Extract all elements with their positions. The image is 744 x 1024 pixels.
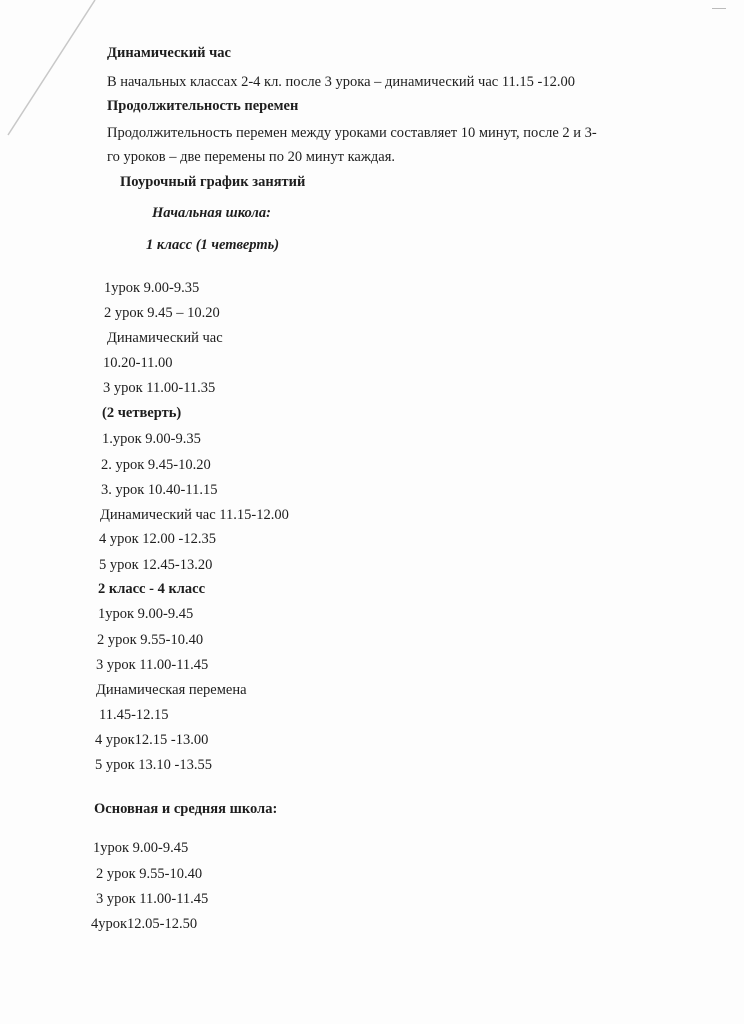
list-item: 2 урок 9.45 – 10.20 (104, 305, 220, 321)
list-item: 2 урок 9.55-10.40 (96, 866, 203, 882)
staple-mark (712, 8, 726, 15)
list-item: 3. урок 10.40-11.15 (101, 482, 218, 498)
heading-breaks: Продолжительность перемен (107, 98, 299, 114)
list-item: 4урок12.05-12.50 (91, 916, 198, 932)
breaks-text-line-1: Продолжительность перемен между уроками составляет 10 минут, после 2 и 3- (107, 125, 597, 141)
list-item: 3 урок 11.00-11.35 (103, 380, 216, 396)
list-item: 1урок 9.00-9.35 (104, 280, 200, 296)
list-item: 2 урок 9.55-10.40 (97, 632, 204, 648)
list-item: Динамический час (107, 330, 223, 346)
list-item: 5 урок 13.10 -13.55 (95, 757, 212, 773)
list-item: 3 урок 11.00-11.45 (96, 891, 209, 907)
grade1-q1-title: 1 класс (1 четверть) (146, 237, 280, 253)
list-item: Динамическая перемена (96, 682, 247, 698)
schedule-title: Поурочный график занятий (120, 174, 306, 190)
dynamic-hour-text: В начальных классах 2-4 кл. после 3 урока – динамический час 11.15 -12.00 (107, 74, 575, 90)
secondary-school-title: Основная и средняя школа: (94, 801, 278, 817)
breaks-text-line-2: го уроков – две перемены по 20 минут каждая. (107, 149, 395, 165)
list-item: 5 урок 12.45-13.20 (99, 557, 213, 573)
list-item: 2. урок 9.45-10.20 (101, 457, 211, 473)
list-item: 3 урок 11.00-11.45 (96, 657, 209, 673)
list-item: 1.урок 9.00-9.35 (102, 431, 201, 447)
list-item: 11.45-12.15 (99, 707, 169, 723)
list-item: 10.20-11.00 (103, 355, 173, 371)
grades2-4-title: 2 класс - 4 класс (98, 581, 206, 597)
list-item: 4 урок12.15 -13.00 (95, 732, 209, 748)
scan-edge-mark (0, 0, 120, 160)
primary-school-title: Начальная школа: (152, 205, 271, 221)
list-item: Динамический час 11.15-12.00 (100, 507, 289, 523)
list-item: 4 урок 12.00 -12.35 (99, 531, 216, 547)
heading-dynamic-hour: Динамический час (107, 45, 231, 61)
list-item: 1урок 9.00-9.45 (93, 840, 189, 856)
list-item: 1урок 9.00-9.45 (98, 606, 194, 622)
grade1-q2-title: (2 четверть) (102, 405, 182, 421)
